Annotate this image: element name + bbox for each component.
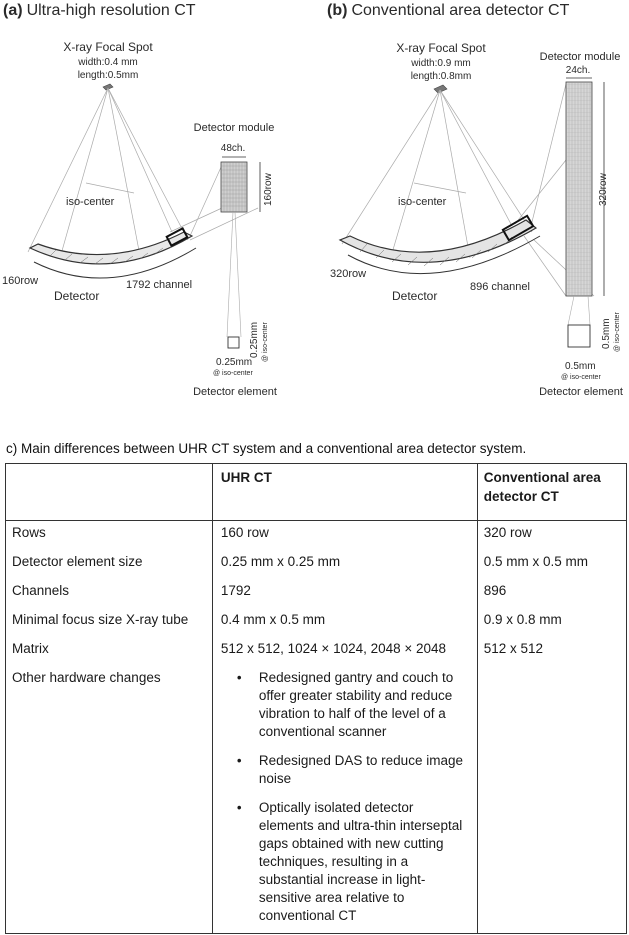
bullet-icon: • xyxy=(236,753,242,768)
panel-b-beam-lines xyxy=(342,84,594,296)
table-row-other-hardware xyxy=(6,666,627,934)
table-header-row xyxy=(6,464,627,521)
table-row xyxy=(6,608,627,637)
table-row xyxy=(6,521,627,551)
list-item xyxy=(236,799,471,925)
panel-a-module-title: Detector module xyxy=(193,122,275,134)
hardware-changes-list-cell xyxy=(212,666,477,934)
row-uhr-value: 0.25 mm x 0.25 mm xyxy=(212,550,477,579)
panel-b-element-title: Detector element xyxy=(539,386,623,398)
panel-a-detector-module xyxy=(221,162,247,212)
panel-b-element-width: 0.5mm xyxy=(565,361,596,372)
panel-a-module-ch: 48ch. xyxy=(220,143,246,154)
ct-detector-figure xyxy=(0,0,629,410)
panel-b-title: (b) Conventional area detector CT xyxy=(327,2,570,19)
hardware-changes-list xyxy=(221,669,471,925)
panel-a-element-height-note: @ iso-center xyxy=(262,322,269,362)
row-conventional-value xyxy=(477,666,626,934)
panel-b-element-lines xyxy=(568,296,590,325)
header-cell-conventional: Conventional area detector CT xyxy=(477,464,626,521)
row-label: Other hardware changes xyxy=(6,666,213,934)
list-item xyxy=(236,669,471,741)
bullet-icon: • xyxy=(236,670,242,685)
list-item-text: Redesigned DAS to reduce image noise xyxy=(258,753,463,786)
panel-b-detector-arc xyxy=(340,216,536,266)
panel-a-element-lines xyxy=(227,212,241,337)
panel-b-detector-label: Detector xyxy=(392,289,438,303)
panel-a-focal-length: length:0.5mm xyxy=(77,70,139,81)
panel-a-focal-width: width:0.4 mm xyxy=(78,57,138,68)
panel-a-detector-label: Detector xyxy=(54,289,100,303)
panel-b-focal-length: length:0.8mm xyxy=(410,71,472,82)
list-item xyxy=(236,752,471,788)
row-label: Channels xyxy=(6,579,213,608)
panel-b-iso-center: iso-center xyxy=(398,196,447,208)
panel-b-focal-spot: X-ray Focal Spot xyxy=(396,41,486,55)
list-item-text: Redesigned gantry and couch to offer greater stability and reduce vibration to half of the level of a conventional scanner xyxy=(258,670,454,739)
panel-b-channels-label: 896 channel xyxy=(470,281,530,293)
panel-a-detector-element xyxy=(228,337,239,348)
row-uhr-value: 0.4 mm x 0.5 mm xyxy=(212,608,477,637)
comparison-table xyxy=(5,463,627,934)
panel-a-focal-spot: X-ray Focal Spot xyxy=(63,40,153,54)
row-conventional-value: 512 x 512 xyxy=(477,637,626,666)
table-row xyxy=(6,637,627,666)
panel-a-module-rows: 160row xyxy=(263,173,274,206)
panel-b-element-width-note: @ iso-center xyxy=(561,374,601,381)
panel-a-title: (a) Ultra-high resolution CT xyxy=(3,2,196,19)
panel-b-element-height: 0.5mm xyxy=(601,318,612,349)
panel-b-module-grid xyxy=(566,82,592,296)
panel-a-element-title: Detector element xyxy=(193,386,277,398)
table-caption: c) Main differences between UHR CT system and a conventional area detector system. xyxy=(6,441,527,456)
row-label: Matrix xyxy=(6,637,213,666)
panel-b-module-rows: 320row xyxy=(598,173,609,206)
panel-a-element-height: 0.25mm xyxy=(249,321,260,358)
row-uhr-value: 160 row xyxy=(212,521,477,551)
panel-b-module-title: Detector module xyxy=(539,51,621,63)
list-item-text: Optically isolated detector elements and ultra-thin interseptal gaps obtained with new cutting techniques, resulting in a substantial increase in light-sensitive area relative to conventional CT xyxy=(258,800,463,923)
bullet-icon: • xyxy=(236,800,242,815)
table-row xyxy=(6,550,627,579)
panel-b-element-height-note: @ iso-center xyxy=(614,312,621,352)
panel-b-rows-label: 320row xyxy=(330,268,367,280)
panel-a-iso-center: iso-center xyxy=(66,196,115,208)
panel-b-focal-width: width:0.9 mm xyxy=(411,58,471,69)
row-label: Minimal focus size X-ray tube xyxy=(6,608,213,637)
row-uhr-value: 512 x 512, 1024 × 1024, 2048 × 2048 xyxy=(212,637,477,666)
row-conventional-value: 896 xyxy=(477,579,626,608)
row-uhr-value: 1792 xyxy=(212,579,477,608)
row-label: Detector element size xyxy=(6,550,213,579)
panel-b-detector-element xyxy=(568,325,590,347)
row-conventional-value: 0.9 x 0.8 mm xyxy=(477,608,626,637)
table-row xyxy=(6,579,627,608)
panel-a-channels-label: 1792 channel xyxy=(126,279,193,291)
panel-a-rows-label: 160row xyxy=(2,275,39,287)
header-cell-empty xyxy=(6,464,213,521)
panel-a-detector-arc xyxy=(30,228,192,264)
panel-b-detector-module xyxy=(566,82,592,296)
panel-a-element-width-note: @ iso-center xyxy=(213,370,253,377)
header-cell-uhr: UHR CT xyxy=(212,464,477,521)
panel-a-element-width: 0.25mm xyxy=(216,357,253,368)
row-label: Rows xyxy=(6,521,213,551)
row-conventional-value: 320 row xyxy=(477,521,626,551)
row-conventional-value: 0.5 mm x 0.5 mm xyxy=(477,550,626,579)
panel-b-module-ch: 24ch. xyxy=(565,65,591,76)
